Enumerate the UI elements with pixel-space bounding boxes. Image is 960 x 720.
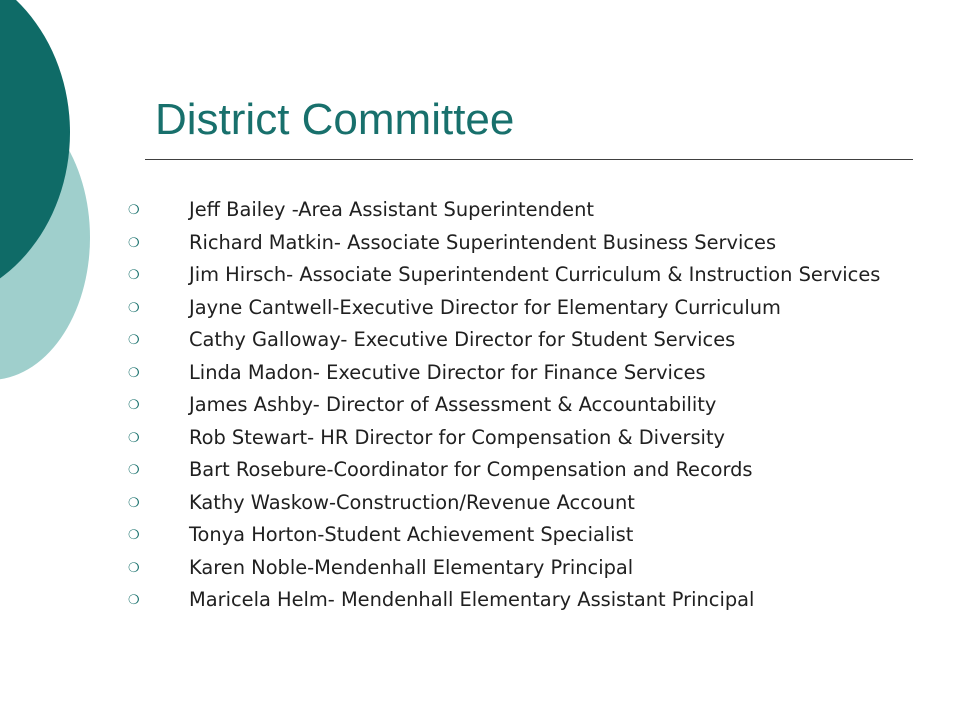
- list-item: [128, 523, 918, 547]
- list-item-text: Jeff Bailey -Area Assistant Superintendent: [189, 198, 594, 221]
- list-item-text: Kathy Waskow-Construction/Revenue Account: [189, 490, 635, 514]
- list-item-text: Jim Hirsch- Associate Superintendent Curriculum & Instruction Services: [189, 263, 881, 286]
- bullet-icon: ❍: [128, 333, 140, 348]
- list-item-text: Jayne Cantwell-Executive Director for Elementary Curriculum: [189, 295, 781, 319]
- list-item-text: Maricela Helm- Mendenhall Elementary Assistant Principal: [189, 588, 755, 611]
- list-item-text: Cathy Galloway- Executive Director for Student Services: [189, 328, 736, 351]
- list-item: [128, 458, 918, 482]
- slide-title: District Committee: [155, 95, 515, 144]
- list-item-text: Linda Madon- Executive Director for Finance Services: [189, 360, 706, 384]
- bullet-icon: ❍: [128, 528, 140, 543]
- bullet-icon: ❍: [128, 560, 140, 576]
- bullet-icon: ❍: [128, 593, 140, 608]
- list-item: [128, 393, 918, 417]
- list-item-text: Bart Rosebure-Coordinator for Compensation and Records: [189, 458, 753, 481]
- list-item: [128, 263, 918, 287]
- bullet-icon: ❍: [128, 300, 140, 316]
- list-item: [128, 198, 918, 222]
- list-item-text: Rob Stewart- HR Director for Compensation & Diversity: [189, 425, 726, 449]
- bullet-icon: ❍: [128, 235, 140, 251]
- list-item: [128, 588, 918, 612]
- list-item: [128, 231, 918, 255]
- bullet-icon: ❍: [128, 495, 140, 511]
- list-item-text: Richard Matkin- Associate Superintendent Business Services: [189, 230, 777, 254]
- bullet-icon: ❍: [128, 430, 140, 446]
- bullet-icon: ❍: [128, 203, 140, 218]
- list-item: [128, 328, 918, 352]
- list-item-text: James Ashby- Director of Assessment & Accountability: [189, 393, 717, 416]
- committee-list: [128, 198, 918, 621]
- bullet-icon: ❍: [128, 365, 140, 381]
- list-item: [128, 361, 918, 385]
- list-item-text: Tonya Horton-Student Achievement Specialist: [189, 523, 634, 546]
- title-divider: [145, 159, 913, 160]
- bullet-icon: ❍: [128, 268, 140, 283]
- list-item: [128, 556, 918, 580]
- list-item: [128, 426, 918, 450]
- list-item: [128, 296, 918, 320]
- bullet-icon: ❍: [128, 463, 140, 478]
- bullet-icon: ❍: [128, 398, 140, 413]
- list-item: [128, 491, 918, 515]
- list-item-text: Karen Noble-Mendenhall Elementary Principal: [189, 555, 634, 579]
